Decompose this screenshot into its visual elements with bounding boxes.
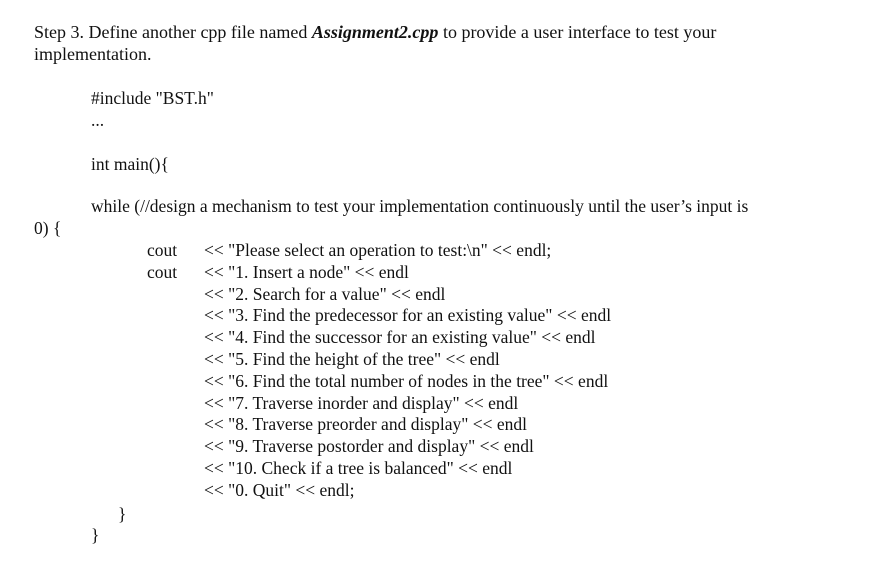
main-declaration: int main(){ (91, 154, 169, 174)
ellipsis-line: ... (91, 110, 105, 130)
cout-output-line: << "8. Traverse preorder and display" << endl (204, 414, 528, 435)
cout-output-line: << "7. Traverse inorder and display" << endl (204, 392, 519, 413)
include-line: #include "BST.h" (91, 88, 214, 108)
cout-keyword: cout (147, 240, 178, 260)
while-line: while (//design a mechanism to test your implementation continuously until the user’s input is (91, 196, 749, 216)
cout-output-line: << "3. Find the predecessor for an existing value" << endl (204, 305, 612, 326)
cout-output-line: << "4. Find the successor for an existing value" << endl (204, 327, 596, 348)
instruction-suffix: to provide a user interface to test your (438, 22, 717, 42)
cout-output-line: << "2. Search for a value" << endl (204, 283, 446, 304)
cout-keyword: cout (147, 261, 178, 282)
cout-output-line: << "10. Check if a tree is balanced" << endl (204, 458, 513, 478)
filename: Assignment2.cpp (311, 22, 439, 42)
closing-brace-inner: } (118, 504, 127, 524)
cout-output-line: << "Please select an operation to test:\n" << endl; (204, 240, 552, 260)
instruction-prefix: Step 3. Define another cpp file named (34, 22, 312, 42)
while-continuation: 0) { (34, 218, 62, 238)
closing-brace-outer: } (91, 525, 100, 545)
instruction-line-1 (34, 21, 716, 44)
cout-output-line: << "0. Quit" << endl; (204, 479, 355, 500)
cout-output-line: << "1. Insert a node" << endl (204, 261, 409, 282)
cout-output-line: << "9. Traverse postorder and display" << endl (204, 436, 534, 457)
cout-output-line: << "6. Find the total number of nodes in the tree" << endl (204, 370, 609, 391)
instruction-line-2: implementation. (34, 44, 152, 64)
cout-output-line: << "5. Find the height of the tree" << endl (204, 349, 500, 369)
